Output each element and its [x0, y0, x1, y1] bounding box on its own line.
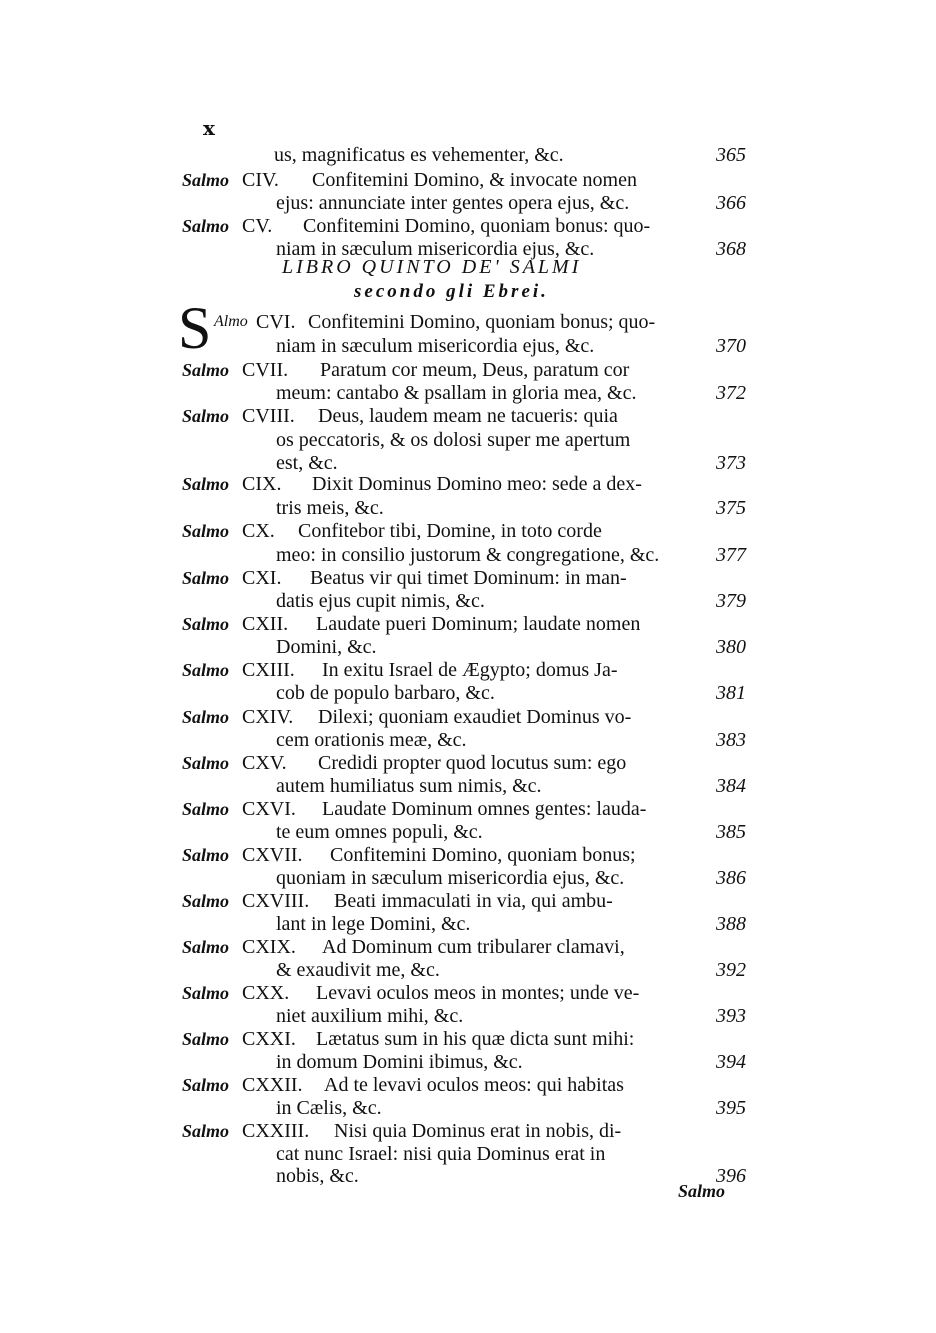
entry-text: Deus, laudem meam ne tacueris: quia	[318, 405, 618, 427]
entry-text: Confitebor tibi, Domine, in toto corde	[298, 520, 602, 542]
page-number: 370	[716, 335, 746, 357]
list-item	[0, 1050, 936, 1074]
list-item	[0, 1119, 936, 1143]
entry-text: niam in sæculum misericordia ejus, &c.	[276, 238, 595, 260]
page-number: 384	[716, 775, 746, 797]
list-item	[0, 237, 936, 261]
page-number: 372	[716, 382, 746, 404]
psalm-number: CVIII.	[242, 405, 295, 427]
entry-text: cem orationis meæ, &c.	[276, 729, 467, 751]
psalm-number: CXXII.	[242, 1074, 303, 1096]
entry-text: meo: in consilio justorum & congregatione, &c.	[276, 544, 660, 566]
psalm-label: Salmo	[182, 937, 230, 957]
entry-text: in Cælis, &c.	[276, 1097, 382, 1119]
list-item	[0, 310, 936, 334]
list-item	[0, 1142, 936, 1166]
page-number: 373	[716, 452, 746, 474]
psalm-label: Salmo	[182, 474, 230, 494]
page-number: 380	[716, 636, 746, 658]
list-item	[0, 820, 936, 844]
list-item	[0, 566, 936, 590]
entry-text: us, magnificatus es vehementer, &c.	[274, 144, 564, 166]
psalm-number: CXXI.	[242, 1028, 296, 1050]
psalm-number: CX.	[242, 520, 275, 542]
page-number: 396	[716, 1165, 746, 1187]
psalm-label: Salmo	[182, 1121, 230, 1141]
first-word-remainder: Almo	[214, 313, 248, 330]
entry-text: lant in lege Domini, &c.	[276, 913, 471, 935]
psalm-label: Salmo	[182, 891, 230, 911]
psalm-number: CIX.	[242, 473, 282, 495]
entry-text: ejus: annunciate inter gentes opera ejus, &c.	[276, 192, 630, 214]
page-number: 368	[716, 238, 746, 260]
list-item	[0, 751, 936, 775]
entry-text: Confitemini Domino, quoniam bonus;	[330, 844, 636, 866]
page-number: 381	[716, 682, 746, 704]
entry-text: cob de populo barbaro, &c.	[276, 682, 495, 704]
entry-text: & exaudivit me, &c.	[276, 959, 440, 981]
entry-text: Confitemini Domino, & invocate nomen	[312, 169, 637, 191]
list-item	[0, 543, 936, 567]
entry-text: autem humiliatus sum nimis, &c.	[276, 775, 542, 797]
entry-text: Lætatus sum in his quæ dicta sunt mihi:	[316, 1028, 635, 1050]
list-item	[0, 935, 936, 959]
page-number: 375	[716, 497, 746, 519]
list-item	[0, 589, 936, 613]
psalm-number: CXX.	[242, 982, 290, 1004]
psalm-number: CXVI.	[242, 798, 296, 820]
list-item	[0, 428, 936, 452]
page-number: 379	[716, 590, 746, 612]
entry-text: In exitu Israel de Ægypto; domus Ja-	[322, 659, 618, 681]
entry-text: Ad te levavi oculos meos: qui habitas	[324, 1074, 624, 1096]
page-number: 386	[716, 867, 746, 889]
entry-text: Confitemini Domino, quoniam bonus: quo-	[303, 215, 651, 237]
list-item	[0, 889, 936, 913]
page-number: 393	[716, 1005, 746, 1027]
section-subheading: secondo gli Ebrei.	[354, 281, 549, 302]
psalm-number: CXV.	[242, 752, 287, 774]
entry-text: Beatus vir qui timet Dominum: in man-	[310, 567, 627, 589]
entry-text: niam in sæculum misericordia ejus, &c.	[276, 335, 595, 357]
entry-text: tris meis, &c.	[276, 497, 384, 519]
psalm-label: Salmo	[182, 360, 230, 380]
entry-text: Laudate Dominum omnes gentes: lauda-	[322, 798, 647, 820]
page-number: 392	[716, 959, 746, 981]
list-item	[0, 472, 936, 496]
psalm-number: CVII.	[242, 359, 289, 381]
psalm-label: Salmo	[182, 707, 230, 727]
psalm-number: CV.	[242, 215, 273, 237]
entry-text: Confitemini Domino, quoniam bonus; quo-	[308, 311, 656, 333]
psalm-number: CVI.	[256, 311, 296, 333]
entry-text: niet auxilium mihi, &c.	[276, 1005, 464, 1027]
psalm-label: Salmo	[182, 845, 230, 865]
list-item	[0, 143, 936, 167]
psalm-number: CIV.	[242, 169, 279, 191]
list-item	[0, 728, 936, 752]
page-number: 394	[716, 1051, 746, 1073]
entry-text: Beati immaculati in via, qui ambu-	[334, 890, 613, 912]
folio-number: x	[203, 116, 215, 140]
entry-text: est, &c.	[276, 452, 338, 474]
entry-text: Dixit Dominus Domino meo: sede a dex-	[312, 473, 642, 495]
entry-text: Paratum cor meum, Deus, paratum cor	[320, 359, 630, 381]
page-number: 395	[716, 1097, 746, 1119]
entry-text: te eum omnes populi, &c.	[276, 821, 483, 843]
page-number: 365	[716, 144, 746, 166]
entry-text: cat nunc Israel: nisi quia Dominus erat in	[276, 1143, 606, 1165]
list-item	[0, 1073, 936, 1097]
entry-text: in domum Domini ibimus, &c.	[276, 1051, 523, 1073]
list-item	[0, 1096, 936, 1120]
psalm-number: CXVII.	[242, 844, 303, 866]
entry-text: Nisi quia Dominus erat in nobis, di-	[334, 1120, 622, 1142]
entry-text: Ad Dominum cum tribularer clamavi,	[322, 936, 625, 958]
psalm-label: Salmo	[182, 983, 230, 1003]
psalm-label: Salmo	[182, 406, 230, 426]
list-item	[0, 981, 936, 1005]
list-item	[0, 496, 936, 520]
entry-text: datis ejus cupit nimis, &c.	[276, 590, 485, 612]
list-item	[0, 334, 936, 358]
page-number: 366	[716, 192, 746, 214]
psalm-label: Salmo	[182, 660, 230, 680]
psalm-label: Salmo	[182, 568, 230, 588]
list-item	[0, 774, 936, 798]
list-item	[0, 866, 936, 890]
psalm-label: Salmo	[182, 753, 230, 773]
list-item	[0, 168, 936, 192]
section-heading: LIBRO QUINTO DE' SALMI	[282, 256, 582, 278]
entry-text: Laudate pueri Dominum; laudate nomen	[316, 613, 641, 635]
entry-text: nobis, &c.	[276, 1165, 359, 1187]
entry-text: os peccatoris, & os dolosi super me apertum	[276, 429, 631, 451]
list-item	[0, 681, 936, 705]
list-item	[0, 958, 936, 982]
psalm-label: Salmo	[182, 216, 230, 236]
catchword: Salmo	[678, 1181, 726, 1201]
psalm-number: CXI.	[242, 567, 282, 589]
list-item	[0, 1164, 936, 1188]
page-number: 383	[716, 729, 746, 751]
list-item	[0, 705, 936, 729]
psalm-number: CXVIII.	[242, 890, 310, 912]
entry-text: Levavi oculos meos in montes; unde ve-	[316, 982, 640, 1004]
page-number: 385	[716, 821, 746, 843]
list-item	[0, 797, 936, 821]
psalm-label: Salmo	[182, 799, 230, 819]
page-number: 377	[716, 544, 746, 566]
psalm-number: CXXIII.	[242, 1120, 310, 1142]
list-item	[0, 658, 936, 682]
list-item	[0, 1004, 936, 1028]
list-item	[0, 358, 936, 382]
page-number: 388	[716, 913, 746, 935]
entry-text: Domini, &c.	[276, 636, 377, 658]
entry-text: Dilexi; quoniam exaudiet Dominus vo-	[318, 706, 632, 728]
list-item	[0, 912, 936, 936]
psalm-label: Salmo	[182, 521, 230, 541]
list-item	[0, 381, 936, 405]
list-item	[0, 214, 936, 238]
entry-text: quoniam in sæculum misericordia ejus, &c.	[276, 867, 625, 889]
list-item	[0, 1027, 936, 1051]
psalm-number: CXIV.	[242, 706, 294, 728]
entry-text: Credidi propter quod locutus sum: ego	[318, 752, 627, 774]
psalm-label: Salmo	[182, 170, 230, 190]
entry-text: meum: cantabo & psallam in gloria mea, &c.	[276, 382, 637, 404]
list-item	[0, 843, 936, 867]
psalm-label: Salmo	[182, 1029, 230, 1049]
list-item	[0, 519, 936, 543]
list-item	[0, 404, 936, 428]
psalm-label: Salmo	[182, 1075, 230, 1095]
list-item	[0, 191, 936, 215]
psalm-number: CXIX.	[242, 936, 296, 958]
psalm-label: Salmo	[182, 614, 230, 634]
psalm-number: CXII.	[242, 613, 289, 635]
drop-capital: S	[178, 295, 212, 361]
list-item	[0, 612, 936, 636]
psalm-number: CXIII.	[242, 659, 295, 681]
list-item	[0, 635, 936, 659]
